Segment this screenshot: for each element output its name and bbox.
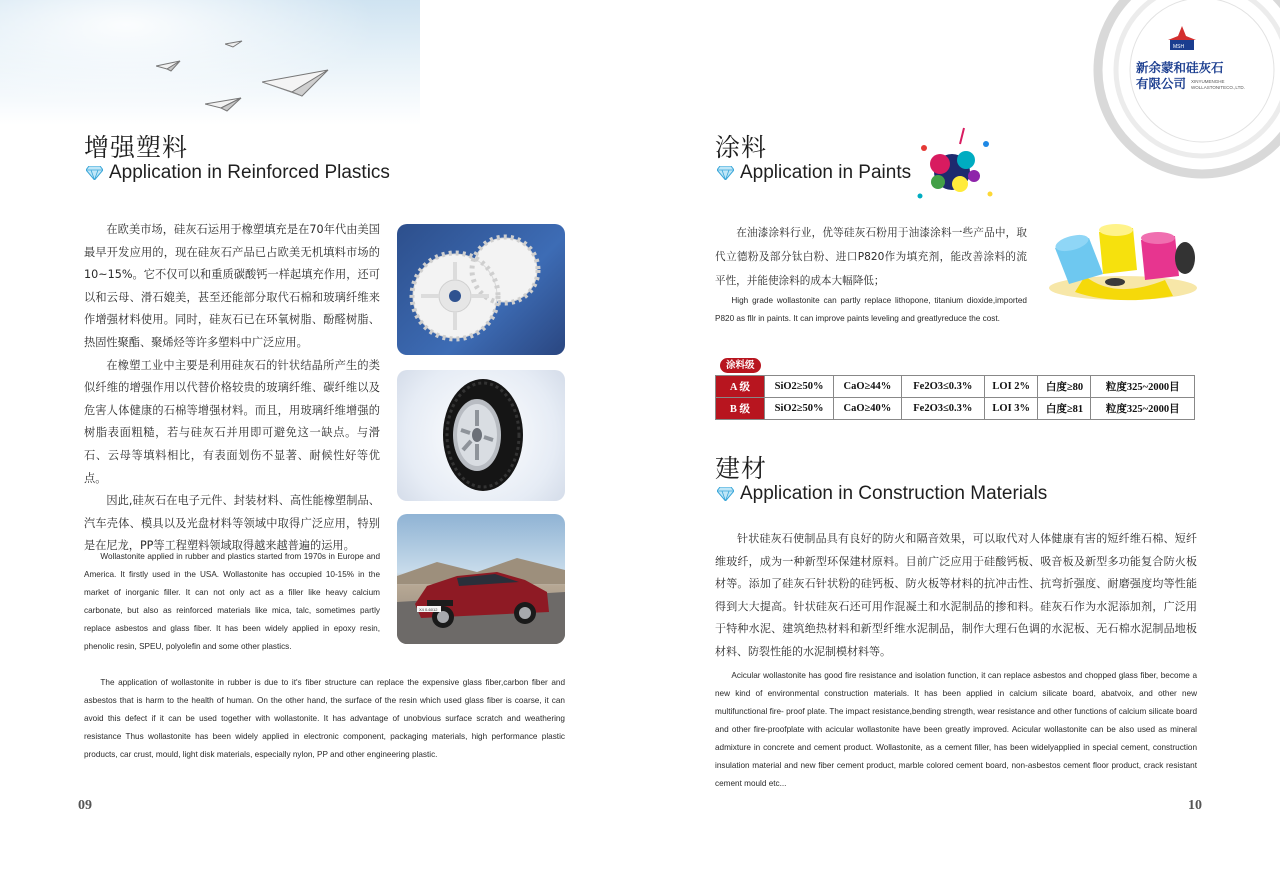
svg-text:MSH: MSH — [1173, 44, 1185, 50]
diamond-icon — [717, 166, 734, 180]
en-paragraph: Wollastonite applied in rubber and plastics started from 1970s in Europe and America. It firstly used in the USA. Wollastonite has occupied 10-15% in the market of inorganic filler. It can not only act as a filler like heavy calcium carbonate, but also as reinforced materials like mica, talc, sometimes partly replace asbestos and glass fiber. It has been widely applied in epoxy resin, phenolic resin, SPEU, polyolefin and some other plastics. — [84, 552, 380, 651]
paints-cn-body — [715, 221, 1027, 293]
construction-en-paragraph: Acicular wollastonite has good fire resistance and isolation function, it can replace asbestos and chopped glass fiber, become a new kind of environmental construction materials. It has been applied in calcium silicate board, abatvoix, and other new multifunctional fire- proof plate. The impact resistance,bending strength, wear resistance and other functions of calcium silicate board and other fire-proofplate with acicular wollastonite have been greatly improved. Acicular wollastonite can be also used as mineral admixture in concrete and cement product. Wollastonite, as a cement filler, has been widelyapplied in special cement, construction insulation material and new fiber cement product, marble colored cement board, non-asbestos cement floor product, crack resistant cement mould etc... — [715, 671, 1197, 788]
paints-en-paragraph: High grade wollastonite can partly replace lithopone, titanium dioxide,imported P820 as fllr in paints. It can improve paints leveling and greatlyreduce the cost. — [715, 296, 1027, 323]
logo-company-name-line2: 有限公司 — [1136, 76, 1187, 91]
table-cell: 粒度325~2000目 — [1091, 376, 1195, 398]
en-body-2 — [84, 674, 565, 764]
tire-photo — [397, 370, 565, 501]
construction-en-body — [715, 667, 1197, 793]
table-cell: SiO2≥50% — [765, 376, 834, 398]
en-paragraph: The application of wollastonite in rubber is due to it's fiber structure can replace the expensive glass fiber,carbon fiber and asbestos that is harm to the health of human. On the other hand, the surface of the resin which used glass fiber is coarse, it can avoid this defect if it can be used together with wollastonite. It has advantage of unobvious surface scratch and weathering resistance Thus wollastonite has been widely applied in electronic component, packaging materials, high performance plastic products, car crust, mould, light disk materials, especially nylon, PP and other engineering plastic. — [84, 678, 565, 759]
paints-title-en — [717, 162, 911, 184]
table-cell: 粒度325~2000目 — [1091, 398, 1195, 420]
page-number: 10 — [1188, 798, 1202, 813]
table-cell: LOI 3% — [984, 398, 1038, 420]
cn-body — [84, 219, 380, 558]
construction-title-en-text: Application in Construction Materials — [740, 483, 1048, 504]
logo-company-name-en-line1: XINYUMENGHE — [1191, 79, 1225, 84]
car-plate-text: X4 0-6012 — [419, 607, 438, 612]
table-cell: Fe2O3≤0.3% — [901, 398, 984, 420]
construction-title-en — [717, 483, 1047, 505]
cn-paragraph: 因此,硅灰石在电子元件、封装材料、高性能橡塑制品、汽车壳体、模具以及光盘材料等领域中取得广泛应用，特别是在尼龙，PP等工程塑料领域取得越来越普遍的运用。 — [84, 494, 380, 553]
section-title-en — [86, 162, 390, 184]
paper-plane-icon — [156, 60, 182, 72]
section-title-cn: 增强塑料 — [84, 133, 189, 162]
table-cell: 白度≥80 — [1038, 376, 1091, 398]
table-cell: B 级 — [716, 398, 765, 420]
construction-cn-body — [715, 528, 1197, 664]
cn-paragraph: 在欧美市场，硅灰石运用于橡塑填充是在70年代由美国最早开发应用的，现在硅灰石产品已占欧美无机填料市场的10~15%。它不仅可以和重质碳酸钙一样起填充作用，还可以和云母、滑石媲美，甚至还能部分取代石棉和玻璃纤维来作增强材料使用。同时，硅灰石已在环氧树脂、酚醛树脂、热固性聚酯、聚烯烃等许多塑料中广泛应用。 — [84, 223, 380, 349]
table-row — [716, 398, 1195, 420]
grade-table — [715, 375, 1195, 420]
paints-en-body — [715, 292, 1027, 328]
table-cell: CaO≥40% — [834, 398, 902, 420]
table-cell: Fe2O3≤0.3% — [901, 376, 984, 398]
table-cell: A 级 — [716, 376, 765, 398]
paint-cans-photo — [1045, 218, 1200, 302]
paint-splash-icon — [910, 124, 1000, 214]
table-cell: LOI 2% — [984, 376, 1038, 398]
right-page — [640, 0, 1280, 874]
plastic-gear-photo — [397, 224, 565, 355]
table-row — [716, 376, 1195, 398]
tire-icon — [397, 370, 565, 501]
construction-title-cn: 建材 — [715, 454, 768, 483]
diamond-icon — [86, 166, 103, 180]
table-cell: SiO2≥50% — [765, 398, 834, 420]
logo-company-name-line1: 新余蒙和硅灰石 — [1136, 60, 1224, 75]
paper-plane-icon — [262, 68, 330, 98]
table-cell: CaO≥44% — [834, 376, 902, 398]
diamond-icon — [717, 487, 734, 501]
paints-title-en-text: Application in Paints — [740, 162, 912, 183]
paper-plane-icon — [205, 96, 243, 112]
gear-icon — [397, 224, 565, 355]
section-title-en-text: Application in Reinforced Plastics — [109, 162, 390, 183]
page-number: 09 — [78, 798, 92, 813]
paints-title-cn: 涂料 — [715, 133, 768, 162]
car-photo — [397, 514, 565, 644]
logo-company-name-en-line2: WOLLASTONITECO.,LTD. — [1191, 85, 1245, 90]
paper-plane-icon — [225, 40, 243, 49]
grade-badge: 涂料级 — [720, 358, 761, 373]
table-cell: 白度≥81 — [1038, 398, 1091, 420]
construction-cn-paragraph: 针状硅灰石使制品具有良好的防火和隔音效果，可以取代对人体健康有害的短纤维石棉、短纤维玻纤，成为一种新型环保建材原料。目前广泛应用于硅酸钙板、吸音板及新型多功能复合防火板材等。添加了硅灰石针状粉的硅钙板、防火板等材料的抗冲击性、抗弯折强度、耐磨强度均等性能得到大大提高。针状硅灰石还可用作混凝土和水泥制品的掺和料。硅灰石作为水泥添加剂，广泛用于特种水泥、建筑绝热材料和新型纤维水泥制品，制作大理石色调的水泥板、无石棉水泥制品地板材料、防裂性能的水泥制模材料等。 — [715, 532, 1197, 658]
cn-paragraph: 在橡塑工业中主要是利用硅灰石的针状结晶所产生的类似纤维的增强作用以代替价格较贵的玻璃纤维、碳纤维以及危害人体健康的石棉等增强材料。而且，用玻璃纤维增强的树脂表面粗糙，若与硅灰石并用即可避免这一缺点。与滑石、云母等填料相比，有表面划伤不显著、耐候性好等优点。 — [84, 358, 380, 485]
en-body-1 — [84, 548, 380, 656]
company-logo-icon — [1168, 26, 1196, 52]
paints-cn-paragraph: 在油漆涂料行业，优等硅灰石粉用于油漆涂料一些产品中，取代立德粉及部分钛白粉、进口P820作为填充剂，能改善涂料的流平性，并能使涂料的成本大幅降低； — [715, 227, 1027, 287]
car-icon — [397, 514, 565, 644]
